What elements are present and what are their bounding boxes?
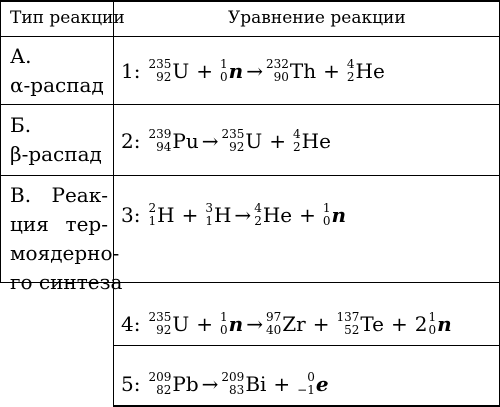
mass-number: 1 — [322, 201, 331, 215]
nuclide — [347, 58, 385, 84]
nuclide — [336, 311, 384, 337]
element-symbol: n — [228, 312, 244, 336]
mass-number: 4 — [254, 201, 262, 215]
table-border-left — [0, 0, 1, 283]
equation-number: 3: — [121, 203, 141, 227]
type-fusion — [10, 181, 122, 297]
charge-number: 92 — [156, 323, 172, 337]
type-beta-label: β-распад — [10, 142, 102, 166]
charge-number: 92 — [229, 140, 245, 154]
charge-number: 1 — [148, 214, 157, 228]
nuclide-indices — [148, 371, 171, 397]
nuclide — [415, 311, 452, 337]
type-beta — [10, 111, 102, 169]
mass-number: 235 — [221, 127, 245, 141]
table-border-top — [0, 0, 500, 2]
mass-number: 239 — [148, 127, 172, 141]
mass-number: 4 — [346, 57, 355, 71]
plus-sign: + — [269, 129, 287, 153]
charge-number: 2 — [346, 70, 355, 84]
nuclide-indices — [148, 311, 171, 337]
charge-number: −1 — [297, 383, 315, 397]
type-alpha-label: α-распад — [10, 73, 104, 97]
mass-number: 97 — [265, 310, 282, 324]
nuclide-indices — [220, 311, 228, 337]
type-alpha — [10, 42, 104, 100]
mass-number: 1 — [220, 57, 228, 71]
nuclide — [148, 311, 189, 337]
plus-sign: + — [391, 312, 408, 336]
type-fusion-word5: го синтеза — [10, 270, 123, 294]
type-fusion-word4: моядерно- — [10, 241, 120, 265]
equation-number: 2: — [121, 129, 141, 153]
nuclide — [266, 311, 306, 337]
charge-number: 0 — [220, 323, 228, 337]
element-symbol: Pb — [172, 372, 199, 396]
mass-number: 0 — [307, 370, 315, 384]
mass-number: 1 — [428, 310, 437, 324]
reaction-arrow: → — [234, 203, 252, 227]
type-fusion-word1: Реак- — [51, 183, 108, 207]
plus-sign: + — [181, 203, 199, 227]
type-fusion-word2: ция — [10, 212, 49, 236]
reaction-arrow: → — [246, 59, 263, 83]
nuclide — [221, 128, 262, 154]
header-equation: Уравнение реакции — [228, 8, 406, 28]
nuclide — [293, 128, 331, 154]
plus-sign: + — [323, 59, 340, 83]
element-symbol: He — [355, 59, 385, 83]
charge-number: 2 — [293, 140, 301, 154]
nuclide — [323, 202, 346, 228]
charge-number: 82 — [156, 383, 172, 397]
charge-number: 1 — [205, 214, 213, 228]
element-symbol: Zr — [282, 312, 306, 336]
equation-number: 5: — [121, 372, 141, 396]
charge-number: 0 — [428, 323, 437, 337]
mass-number: 232 — [265, 57, 289, 71]
nuclide — [221, 371, 266, 397]
nuclide — [148, 128, 198, 154]
element-symbol: e — [315, 372, 329, 396]
reaction-arrow: → — [201, 129, 219, 153]
charge-number: 0 — [220, 70, 228, 84]
charge-number: 0 — [322, 214, 331, 228]
nuclide — [220, 311, 243, 337]
nuclide-indices — [254, 202, 262, 228]
element-symbol: U — [172, 312, 190, 336]
nuclide-indices — [205, 202, 213, 228]
nuclide-indices — [220, 58, 228, 84]
element-symbol: Te — [360, 312, 384, 336]
row1-divider — [0, 104, 500, 105]
mass-number: 209 — [148, 370, 172, 384]
equation-3 — [121, 195, 346, 235]
coefficient: 2 — [414, 312, 428, 336]
plus-sign: + — [196, 312, 213, 336]
nuclide-indices — [323, 202, 331, 228]
equation-number: 4: — [121, 312, 141, 336]
nuclide-indices — [148, 128, 171, 154]
nuclide-indices — [266, 58, 289, 84]
type-beta-letter: Б. — [10, 113, 32, 137]
element-symbol: Bi — [245, 372, 267, 396]
mass-number: 1 — [220, 310, 228, 324]
nuclide — [148, 371, 198, 397]
nuclide-indices — [221, 371, 244, 397]
mass-number: 137 — [336, 310, 360, 324]
type-alpha-letter: А. — [10, 44, 32, 68]
element-symbol: H — [157, 203, 175, 227]
mass-number: 235 — [148, 310, 172, 324]
nuclide-indices — [148, 58, 171, 84]
charge-number: 94 — [156, 140, 172, 154]
charge-number: 40 — [265, 323, 282, 337]
nuclide — [254, 202, 292, 228]
nuclide — [148, 202, 174, 228]
equation-5 — [121, 364, 329, 404]
mass-number: 2 — [148, 201, 157, 215]
reaction-arrow: → — [246, 312, 263, 336]
charge-number: 2 — [254, 214, 262, 228]
element-symbol: Pu — [172, 129, 199, 153]
nuclide — [297, 371, 328, 397]
mass-number: 4 — [293, 127, 301, 141]
nuclide — [205, 202, 231, 228]
mass-number: 3 — [205, 201, 213, 215]
header-divider — [0, 36, 500, 37]
nuclide-indices — [336, 311, 359, 337]
nuclide-indices — [293, 128, 301, 154]
nuclide-indices — [221, 128, 244, 154]
element-symbol: n — [228, 59, 244, 83]
row4-divider — [113, 345, 500, 346]
plus-sign: + — [312, 312, 330, 336]
element-symbol: Th — [289, 59, 317, 83]
nuclide-indices — [347, 58, 355, 84]
charge-number: 52 — [344, 323, 360, 337]
element-symbol: H — [213, 203, 232, 227]
type-fusion-letter: В. — [10, 183, 32, 207]
equation-4 — [121, 304, 452, 344]
plus-sign: + — [273, 372, 291, 396]
nuclide — [220, 58, 243, 84]
equation-2 — [121, 121, 331, 161]
equation-1 — [121, 51, 385, 91]
plus-sign: + — [196, 59, 213, 83]
element-symbol: He — [301, 129, 331, 153]
element-symbol: n — [331, 203, 347, 227]
charge-number: 90 — [273, 70, 289, 84]
charge-number: 83 — [229, 383, 245, 397]
element-symbol: U — [245, 129, 263, 153]
charge-number: 92 — [156, 70, 172, 84]
mass-number: 209 — [221, 370, 245, 384]
plus-sign: + — [299, 203, 316, 227]
reaction-arrow: → — [201, 372, 219, 396]
nuclide-indices — [297, 371, 315, 397]
header-type: Тип реакции — [10, 8, 125, 28]
type-fusion-word3: тер- — [65, 212, 108, 236]
nuclide-indices — [429, 311, 437, 337]
nuclide-indices — [266, 311, 281, 337]
nuclide — [148, 58, 189, 84]
element-symbol: n — [437, 312, 452, 336]
row2-divider — [0, 175, 500, 176]
nuclide — [266, 58, 316, 84]
equation-number: 1: — [121, 59, 141, 83]
element-symbol: U — [172, 59, 190, 83]
element-symbol: He — [262, 203, 293, 227]
nuclide-indices — [148, 202, 156, 228]
mass-number: 235 — [148, 57, 172, 71]
